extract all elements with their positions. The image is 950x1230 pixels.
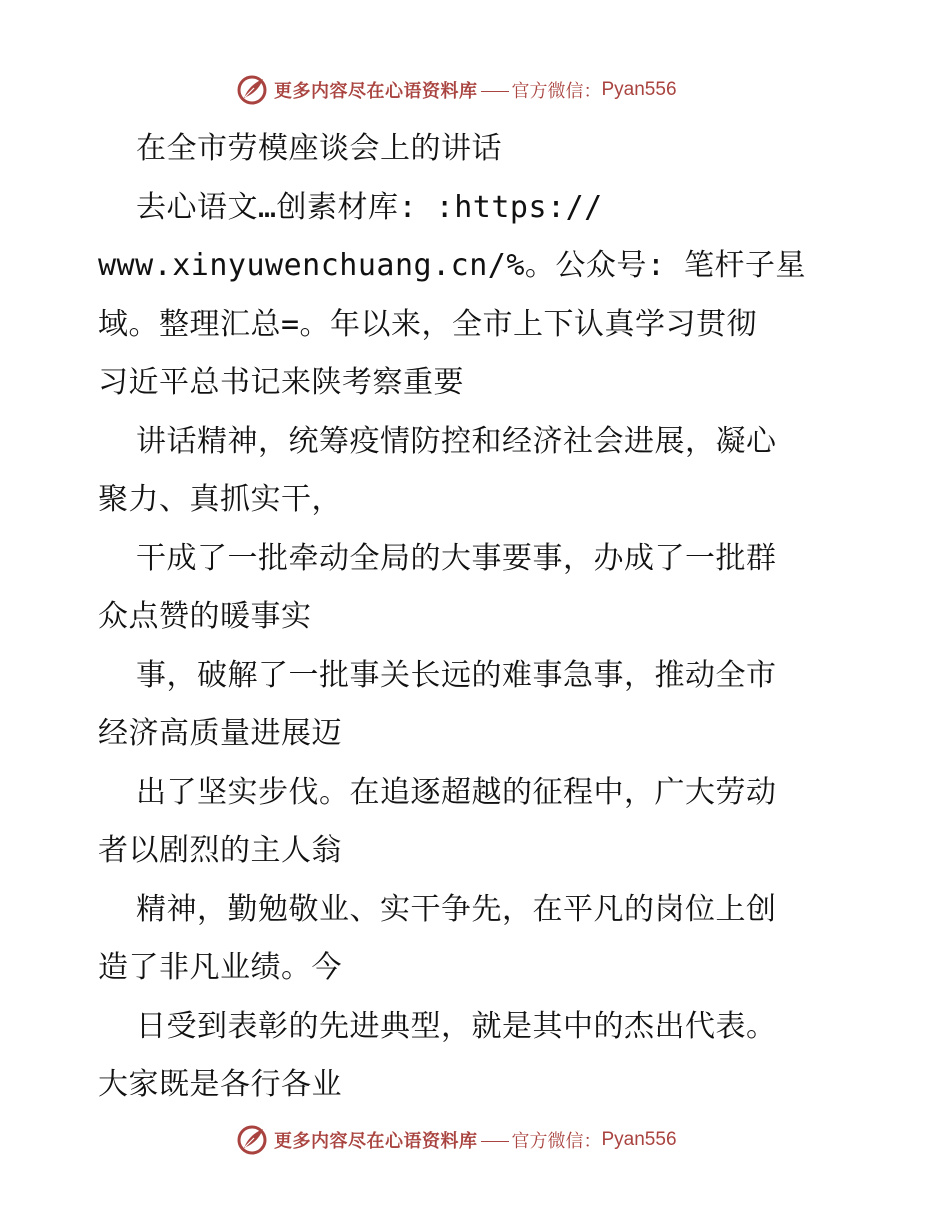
banner-main-text: 更多内容尽在心语资料库 <box>274 1131 478 1152</box>
text-line: 造了非凡业绩。今 <box>98 950 342 985</box>
text-line: 大家既是各行各业 <box>98 1067 342 1102</box>
text-line: 者以剧烈的主人翁 <box>98 833 342 868</box>
text-line: 干成了一批牵动全局的大事要事，办成了一批群 <box>136 540 777 576</box>
text-line: 习近平总书记来陕考察重要 <box>98 365 464 400</box>
document-body <box>98 120 858 1115</box>
banner-wechat-id: Pyan556 <box>601 79 677 100</box>
banner-main-text: 更多内容尽在心语资料库 <box>274 81 478 102</box>
footer-banner <box>236 1122 677 1158</box>
text-line: www.xinyuwenchuang.cn/%。公众号: 笔杆子星 <box>98 248 807 283</box>
document-title: 在全市劳模座谈会上的讲话 <box>136 131 502 166</box>
quill-logo-icon <box>236 74 268 106</box>
text-line: 出了坚实步伐。在追逐超越的征程中，广大劳动 <box>136 774 777 810</box>
banner-wechat-label: 官方微信： <box>511 1131 602 1152</box>
text-line: 事，破解了一批事关长远的难事急事，推动全市 <box>136 657 777 693</box>
text-line: 讲话精神，统筹疫情防控和经济社会进展，凝心 <box>136 423 777 459</box>
text-line: 聚力、真抓实干， <box>98 482 342 517</box>
text-line: 经济高质量进展迈 <box>98 716 342 751</box>
text-line: 精神，勤勉敬业、实干争先，在平凡的岗位上创 <box>136 891 777 927</box>
text-line: 去心语文…创素材库: :https:// <box>136 189 603 225</box>
banner-dash <box>481 1141 509 1142</box>
header-banner <box>236 72 677 108</box>
banner-wechat-label: 官方微信： <box>511 81 602 102</box>
banner-wechat-id: Pyan556 <box>601 1129 677 1150</box>
text-line: 域。整理汇总=。年以来，全市上下认真学习贯彻 <box>98 306 758 342</box>
text-line: 众点赞的暖事实 <box>98 599 312 634</box>
text-line: 日受到表彰的先进典型，就是其中的杰出代表。 <box>136 1008 777 1044</box>
banner-dash <box>481 91 509 92</box>
quill-logo-icon <box>236 1124 268 1156</box>
